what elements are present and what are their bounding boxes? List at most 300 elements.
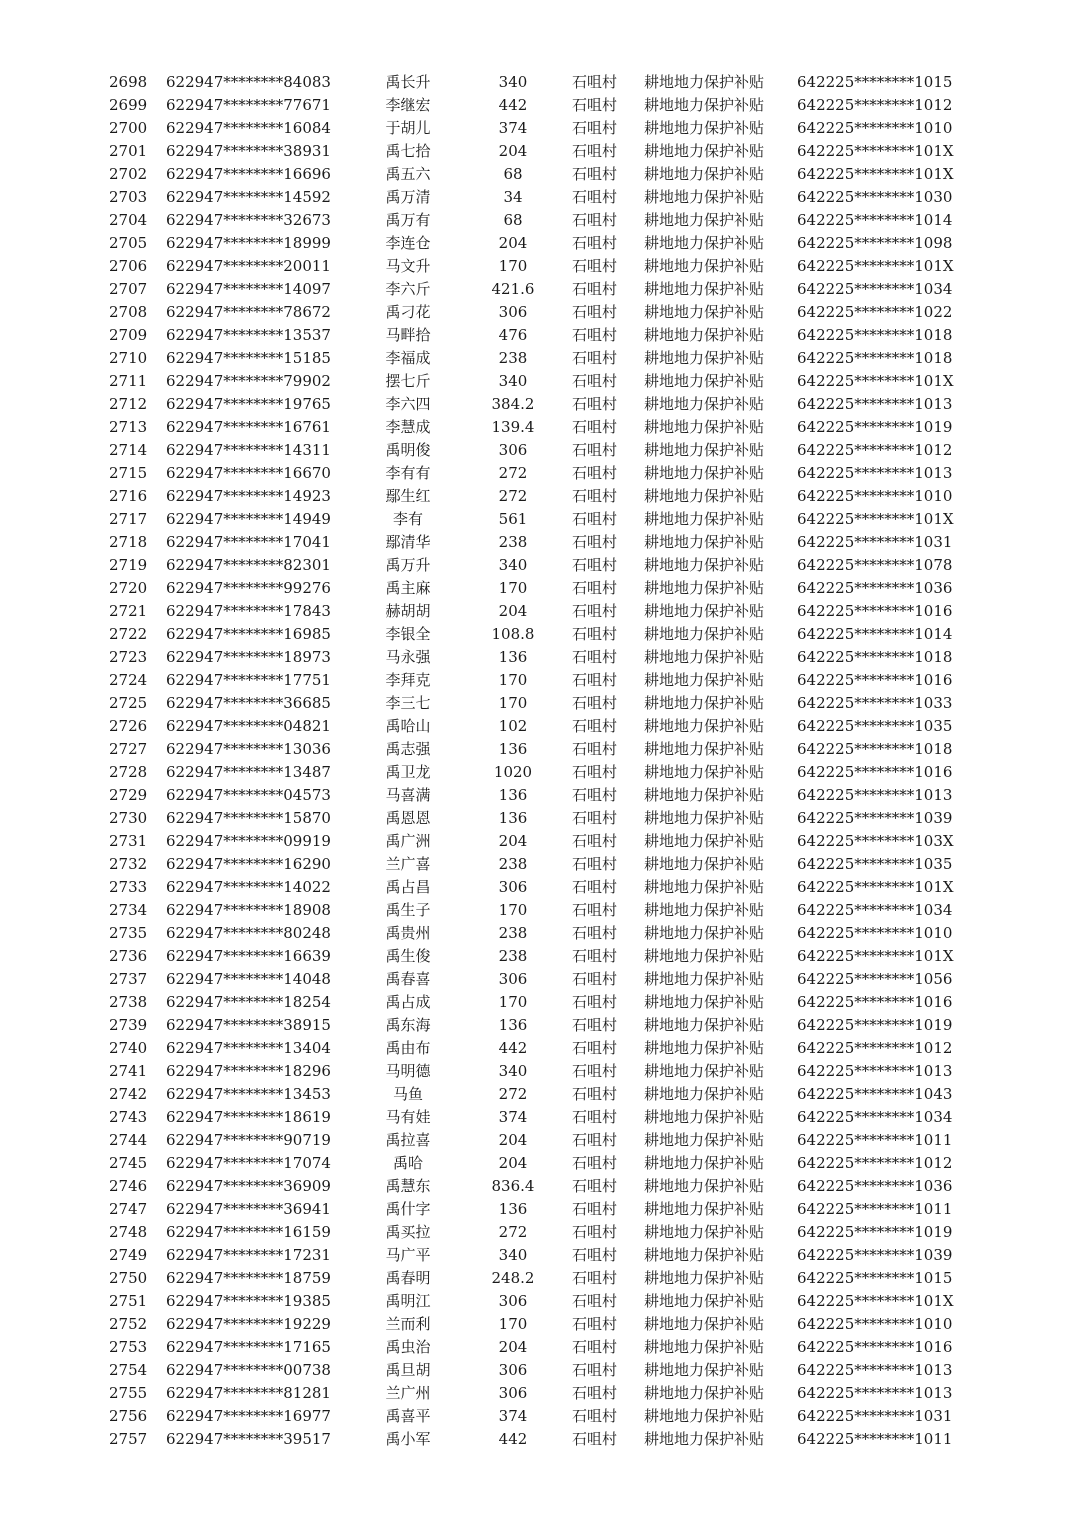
recipient-name: 禹买拉: [385, 1223, 431, 1241]
account-number: 622947********39517: [166, 1430, 331, 1448]
id-number: 642225********1030: [797, 188, 953, 206]
village-name: 石咀村: [572, 1292, 618, 1310]
id-number: 642225********101X: [797, 372, 954, 390]
village-name: 石咀村: [572, 970, 618, 988]
recipient-name: 马鱼: [392, 1085, 423, 1103]
account-number: 622947********14949: [166, 510, 331, 528]
table-row: [0, 1267, 1074, 1290]
account-number: 622947********17074: [166, 1154, 331, 1172]
account-number: 622947********32673: [166, 211, 331, 229]
table-row: [0, 830, 1074, 853]
village-name: 石咀村: [572, 96, 618, 114]
village-name: 石咀村: [572, 625, 618, 643]
village-name: 石咀村: [572, 188, 618, 206]
row-index: 2703: [109, 188, 148, 206]
row-index: 2741: [109, 1062, 148, 1080]
account-number: 622947********77671: [166, 96, 331, 114]
recipient-name: 禹广洲: [385, 832, 431, 850]
table-row: [0, 807, 1074, 830]
subsidy-type: 耕地地力保护补贴: [644, 1384, 765, 1402]
village-name: 石咀村: [572, 326, 618, 344]
subsidy-type: 耕地地力保护补贴: [644, 257, 765, 275]
subsidy-amount: 306: [498, 1361, 528, 1379]
row-index: 2733: [109, 878, 148, 896]
village-name: 石咀村: [572, 441, 618, 459]
row-index: 2719: [109, 556, 148, 574]
table-row: [0, 1313, 1074, 1336]
subsidy-amount: 170: [498, 901, 528, 919]
id-number: 642225********1078: [797, 556, 953, 574]
subsidy-amount: 139.4: [491, 418, 535, 436]
account-number: 622947********18973: [166, 648, 331, 666]
subsidy-type: 耕地地力保护补贴: [644, 648, 765, 666]
table-row: [0, 1428, 1074, 1451]
account-number: 622947********17041: [166, 533, 331, 551]
account-number: 622947********17751: [166, 671, 331, 689]
recipient-name: 马广平: [385, 1246, 431, 1264]
village-name: 石咀村: [572, 211, 618, 229]
id-number: 642225********1011: [797, 1131, 953, 1149]
account-number: 622947********04573: [166, 786, 331, 804]
recipient-name: 禹哈山: [385, 717, 431, 735]
subsidy-type: 耕地地力保护补贴: [644, 349, 765, 367]
subsidy-amount: 272: [498, 487, 528, 505]
recipient-name: 禹小军: [385, 1430, 431, 1448]
row-index: 2745: [109, 1154, 148, 1172]
table-row: [0, 1152, 1074, 1175]
recipient-name: 禹东海: [385, 1016, 431, 1034]
table-row: [0, 1083, 1074, 1106]
id-number: 642225********1016: [797, 1338, 953, 1356]
village-name: 石咀村: [572, 786, 618, 804]
id-number: 642225********101X: [797, 1292, 954, 1310]
table-row: [0, 1106, 1074, 1129]
account-number: 622947********09919: [166, 832, 331, 850]
recipient-name: 李六四: [385, 395, 431, 413]
row-index: 2712: [109, 395, 148, 413]
village-name: 石咀村: [572, 1108, 618, 1126]
recipient-name: 禹由布: [385, 1039, 431, 1057]
table-row: [0, 1037, 1074, 1060]
table-row: [0, 1014, 1074, 1037]
subsidy-type: 耕地地力保护补贴: [644, 602, 765, 620]
subsidy-type: 耕地地力保护补贴: [644, 142, 765, 160]
table-row: [0, 1129, 1074, 1152]
village-name: 石咀村: [572, 257, 618, 275]
account-number: 622947********38915: [166, 1016, 331, 1034]
subsidy-type: 耕地地力保护补贴: [644, 280, 765, 298]
account-number: 622947********00738: [166, 1361, 331, 1379]
subsidy-amount: 442: [498, 1430, 528, 1448]
row-index: 2713: [109, 418, 148, 436]
account-number: 622947********16084: [166, 119, 331, 137]
recipient-name: 马文升: [385, 257, 431, 275]
table-row: [0, 600, 1074, 623]
subsidy-type: 耕地地力保护补贴: [644, 1154, 765, 1172]
subsidy-type: 耕地地力保护补贴: [644, 165, 765, 183]
recipient-name: 李连仓: [385, 234, 431, 252]
row-index: 2705: [109, 234, 148, 252]
account-number: 622947********36909: [166, 1177, 331, 1195]
row-index: 2737: [109, 970, 148, 988]
village-name: 石咀村: [572, 556, 618, 574]
village-name: 石咀村: [572, 1361, 618, 1379]
village-name: 石咀村: [572, 280, 618, 298]
subsidy-amount: 421.6: [491, 280, 535, 298]
village-name: 石咀村: [572, 372, 618, 390]
subsidy-amount: 442: [498, 96, 528, 114]
subsidy-type: 耕地地力保护补贴: [644, 763, 765, 781]
village-name: 石咀村: [572, 878, 618, 896]
village-name: 石咀村: [572, 763, 618, 781]
subsidy-amount: 442: [498, 1039, 528, 1057]
id-number: 642225********1039: [797, 1246, 953, 1264]
subsidy-amount: 272: [498, 1223, 528, 1241]
id-number: 642225********1034: [797, 280, 953, 298]
village-name: 石咀村: [572, 464, 618, 482]
subsidy-amount: 136: [498, 648, 528, 666]
account-number: 622947********19385: [166, 1292, 331, 1310]
account-number: 622947********38931: [166, 142, 331, 160]
subsidy-type: 耕地地力保护补贴: [644, 924, 765, 942]
recipient-name: 禹卫龙: [385, 763, 431, 781]
row-index: 2720: [109, 579, 148, 597]
village-name: 石咀村: [572, 602, 618, 620]
village-name: 石咀村: [572, 1430, 618, 1448]
recipient-name: 鄢清华: [385, 533, 431, 551]
id-number: 642225********1018: [797, 648, 953, 666]
subsidy-amount: 384.2: [491, 395, 535, 413]
account-number: 622947********16639: [166, 947, 331, 965]
table-row: [0, 1382, 1074, 1405]
village-name: 石咀村: [572, 487, 618, 505]
id-number: 642225********1034: [797, 1108, 953, 1126]
id-number: 642225********101X: [797, 947, 954, 965]
subsidy-type: 耕地地力保护补贴: [644, 993, 765, 1011]
id-number: 642225********1016: [797, 602, 953, 620]
row-index: 2725: [109, 694, 148, 712]
subsidy-amount: 306: [498, 1384, 528, 1402]
table-row: [0, 140, 1074, 163]
recipient-name: 禹慧东: [385, 1177, 431, 1195]
account-number: 622947********17165: [166, 1338, 331, 1356]
table-row: [0, 991, 1074, 1014]
subsidy-type: 耕地地力保护补贴: [644, 418, 765, 436]
table-row: [0, 1405, 1074, 1428]
subsidy-type: 耕地地力保护补贴: [644, 119, 765, 137]
table-row: [0, 324, 1074, 347]
row-index: 2752: [109, 1315, 148, 1333]
id-number: 642225********1013: [797, 464, 953, 482]
account-number: 622947********14311: [166, 441, 331, 459]
subsidy-amount: 136: [498, 786, 528, 804]
subsidy-type: 耕地地力保护补贴: [644, 96, 765, 114]
row-index: 2729: [109, 786, 148, 804]
subsidy-type: 耕地地力保护补贴: [644, 1062, 765, 1080]
account-number: 622947********15870: [166, 809, 331, 827]
subsidy-type: 耕地地力保护补贴: [644, 372, 765, 390]
subsidy-amount: 1020: [493, 763, 533, 781]
row-index: 2717: [109, 510, 148, 528]
recipient-name: 禹主麻: [385, 579, 431, 597]
account-number: 622947********78672: [166, 303, 331, 321]
subsidy-type: 耕地地力保护补贴: [644, 878, 765, 896]
subsidy-type: 耕地地力保护补贴: [644, 947, 765, 965]
subsidy-type: 耕地地力保护补贴: [644, 671, 765, 689]
recipient-name: 禹长升: [385, 73, 431, 91]
table-row: [0, 692, 1074, 715]
account-number: 622947********14048: [166, 970, 331, 988]
recipient-name: 禹旦胡: [385, 1361, 431, 1379]
subsidy-amount: 374: [498, 119, 528, 137]
table-row: [0, 416, 1074, 439]
village-name: 石咀村: [572, 740, 618, 758]
id-number: 642225********1035: [797, 855, 953, 873]
subsidy-type: 耕地地力保护补贴: [644, 740, 765, 758]
subsidy-amount: 136: [498, 1016, 528, 1034]
row-index: 2722: [109, 625, 148, 643]
subsidy-amount: 340: [498, 73, 528, 91]
recipient-name: 禹明江: [385, 1292, 431, 1310]
id-number: 642225********1034: [797, 901, 953, 919]
village-name: 石咀村: [572, 142, 618, 160]
subsidy-type: 耕地地力保护补贴: [644, 1085, 765, 1103]
id-number: 642225********1012: [797, 96, 953, 114]
subsidy-amount: 136: [498, 809, 528, 827]
recipient-name: 禹春明: [385, 1269, 431, 1287]
subsidy-type: 耕地地力保护补贴: [644, 395, 765, 413]
account-number: 622947********13404: [166, 1039, 331, 1057]
table-row: [0, 508, 1074, 531]
account-number: 622947********13036: [166, 740, 331, 758]
account-number: 622947********36685: [166, 694, 331, 712]
subsidy-amount: 306: [498, 878, 528, 896]
village-name: 石咀村: [572, 418, 618, 436]
table-row: [0, 968, 1074, 991]
account-number: 622947********18296: [166, 1062, 331, 1080]
row-index: 2735: [109, 924, 148, 942]
id-number: 642225********1014: [797, 211, 953, 229]
village-name: 石咀村: [572, 671, 618, 689]
account-number: 622947********14097: [166, 280, 331, 298]
village-name: 石咀村: [572, 579, 618, 597]
recipient-name: 禹恩恩: [385, 809, 431, 827]
subsidy-type: 耕地地力保护补贴: [644, 188, 765, 206]
row-index: 2706: [109, 257, 148, 275]
id-number: 642225********1014: [797, 625, 953, 643]
account-number: 622947********17843: [166, 602, 331, 620]
account-number: 622947********04821: [166, 717, 331, 735]
subsidy-type: 耕地地力保护补贴: [644, 533, 765, 551]
subsidy-amount: 108.8: [491, 625, 535, 643]
id-number: 642225********1011: [797, 1430, 953, 1448]
recipient-name: 禹万升: [385, 556, 431, 574]
account-number: 622947********84083: [166, 73, 331, 91]
account-number: 622947********81281: [166, 1384, 331, 1402]
recipient-name: 禹拉喜: [385, 1131, 431, 1149]
subsidy-type: 耕地地力保护补贴: [644, 579, 765, 597]
account-number: 622947********16159: [166, 1223, 331, 1241]
village-name: 石咀村: [572, 1039, 618, 1057]
subsidy-type: 耕地地力保护补贴: [644, 326, 765, 344]
subsidy-type: 耕地地力保护补贴: [644, 1223, 765, 1241]
table-row: [0, 347, 1074, 370]
id-number: 642225********1018: [797, 740, 953, 758]
id-number: 642225********1016: [797, 763, 953, 781]
subsidy-amount: 136: [498, 740, 528, 758]
id-number: 642225********1013: [797, 1361, 953, 1379]
subsidy-amount: 170: [498, 694, 528, 712]
row-index: 2714: [109, 441, 148, 459]
subsidy-type: 耕地地力保护补贴: [644, 73, 765, 91]
village-name: 石咀村: [572, 1338, 618, 1356]
account-number: 622947********19229: [166, 1315, 331, 1333]
table-row: [0, 117, 1074, 140]
id-number: 642225********1019: [797, 1016, 953, 1034]
subsidy-type: 耕地地力保护补贴: [644, 1108, 765, 1126]
id-number: 642225********1016: [797, 671, 953, 689]
village-name: 石咀村: [572, 924, 618, 942]
recipient-name: 马喜满: [385, 786, 431, 804]
recipient-name: 禹万有: [385, 211, 431, 229]
subsidy-amount: 238: [498, 349, 528, 367]
table-row: [0, 163, 1074, 186]
row-index: 2711: [109, 372, 148, 390]
id-number: 642225********1016: [797, 993, 953, 1011]
village-name: 石咀村: [572, 947, 618, 965]
row-index: 2744: [109, 1131, 148, 1149]
subsidy-amount: 272: [498, 1085, 528, 1103]
village-name: 石咀村: [572, 1223, 618, 1241]
table-row: [0, 669, 1074, 692]
recipient-name: 禹明俊: [385, 441, 431, 459]
id-number: 642225********1036: [797, 579, 953, 597]
table-row: [0, 1244, 1074, 1267]
recipient-name: 李有有: [385, 464, 431, 482]
account-number: 622947********16985: [166, 625, 331, 643]
subsidy-amount: 136: [498, 1200, 528, 1218]
subsidy-type: 耕地地力保护补贴: [644, 1407, 765, 1425]
table-row: [0, 922, 1074, 945]
account-number: 622947********36941: [166, 1200, 331, 1218]
recipient-name: 李福成: [385, 349, 431, 367]
table-row: [0, 393, 1074, 416]
row-index: 2727: [109, 740, 148, 758]
recipient-name: 禹虫治: [385, 1338, 431, 1356]
subsidy-amount: 102: [498, 717, 528, 735]
subsidy-type: 耕地地力保护补贴: [644, 487, 765, 505]
recipient-name: 马明德: [385, 1062, 431, 1080]
row-index: 2754: [109, 1361, 148, 1379]
subsidy-type: 耕地地力保护补贴: [644, 1246, 765, 1264]
id-number: 642225********1012: [797, 441, 953, 459]
id-number: 642225********1013: [797, 1384, 953, 1402]
recipient-name: 李银全: [385, 625, 431, 643]
account-number: 622947********80248: [166, 924, 331, 942]
subsidy-amount: 170: [498, 671, 528, 689]
subsidy-amount: 204: [498, 1338, 528, 1356]
village-name: 石咀村: [572, 395, 618, 413]
recipient-name: 马畔拾: [385, 326, 431, 344]
id-number: 642225********1031: [797, 1407, 953, 1425]
village-name: 石咀村: [572, 349, 618, 367]
village-name: 石咀村: [572, 1085, 618, 1103]
table-row: [0, 784, 1074, 807]
account-number: 622947********18254: [166, 993, 331, 1011]
village-name: 石咀村: [572, 1246, 618, 1264]
row-index: 2756: [109, 1407, 148, 1425]
id-number: 642225********1010: [797, 924, 953, 942]
account-number: 622947********13487: [166, 763, 331, 781]
subsidy-amount: 204: [498, 602, 528, 620]
village-name: 石咀村: [572, 1016, 618, 1034]
table-row: [0, 554, 1074, 577]
village-name: 石咀村: [572, 1315, 618, 1333]
row-index: 2731: [109, 832, 148, 850]
table-row: [0, 945, 1074, 968]
village-name: 石咀村: [572, 1177, 618, 1195]
row-index: 2708: [109, 303, 148, 321]
row-index: 2738: [109, 993, 148, 1011]
recipient-name: 禹刁花: [385, 303, 431, 321]
recipient-name: 兰而利: [385, 1315, 431, 1333]
subsidy-type: 耕地地力保护补贴: [644, 1200, 765, 1218]
recipient-name: 李慧成: [385, 418, 431, 436]
recipient-name: 兰广州: [385, 1384, 431, 1402]
row-index: 2702: [109, 165, 148, 183]
recipient-name: 禹贵州: [385, 924, 431, 942]
subsidy-type: 耕地地力保护补贴: [644, 441, 765, 459]
subsidy-amount: 204: [498, 832, 528, 850]
subsidy-type: 耕地地力保护补贴: [644, 1361, 765, 1379]
subsidy-type: 耕地地力保护补贴: [644, 510, 765, 528]
row-index: 2748: [109, 1223, 148, 1241]
table-row: [0, 623, 1074, 646]
village-name: 石咀村: [572, 809, 618, 827]
table-row: [0, 232, 1074, 255]
subsidy-type: 耕地地力保护补贴: [644, 832, 765, 850]
subsidy-amount: 306: [498, 303, 528, 321]
subsidy-amount: 170: [498, 579, 528, 597]
subsidy-type: 耕地地力保护补贴: [644, 694, 765, 712]
account-number: 622947********17231: [166, 1246, 331, 1264]
subsidy-type: 耕地地力保护补贴: [644, 1315, 765, 1333]
recipient-name: 李继宏: [385, 96, 431, 114]
row-index: 2723: [109, 648, 148, 666]
recipient-name: 兰广喜: [385, 855, 431, 873]
account-number: 622947********16761: [166, 418, 331, 436]
table-row: [0, 1221, 1074, 1244]
recipient-name: 赫胡胡: [385, 602, 431, 620]
row-index: 2753: [109, 1338, 148, 1356]
row-index: 2743: [109, 1108, 148, 1126]
id-number: 642225********1019: [797, 418, 953, 436]
village-name: 石咀村: [572, 855, 618, 873]
id-number: 642225********1013: [797, 395, 953, 413]
id-number: 642225********1011: [797, 1200, 953, 1218]
id-number: 642225********101X: [797, 257, 954, 275]
table-row: [0, 646, 1074, 669]
subsidy-amount: 170: [498, 993, 528, 1011]
row-index: 2707: [109, 280, 148, 298]
village-name: 石咀村: [572, 832, 618, 850]
row-index: 2710: [109, 349, 148, 367]
recipient-name: 禹春喜: [385, 970, 431, 988]
table-row: [0, 853, 1074, 876]
subsidy-type: 耕地地力保护补贴: [644, 901, 765, 919]
row-index: 2721: [109, 602, 148, 620]
subsidy-amount: 340: [498, 1246, 528, 1264]
